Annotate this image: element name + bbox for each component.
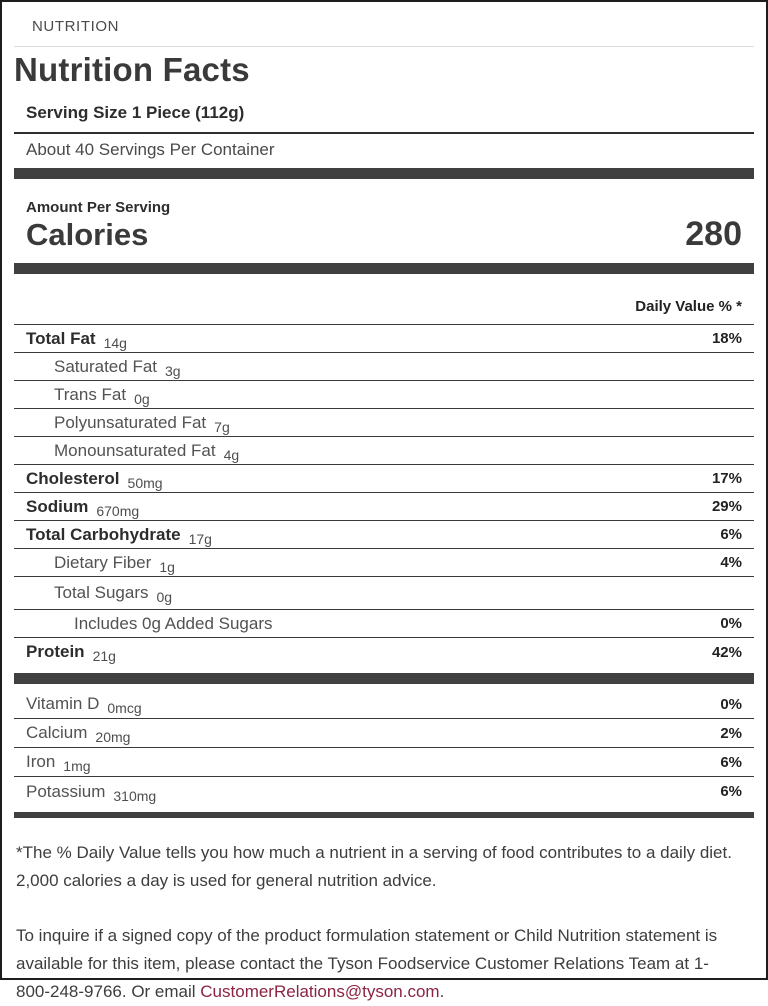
nutrient-amount: 3g [165,362,181,379]
contact-paragraph [16,922,740,1006]
nutrient-amount: 21g [92,648,116,664]
nutrient-row-trans-fat [14,381,754,409]
footer [14,818,754,1006]
serving-size: Serving Size 1 Piece (112g) [14,97,754,134]
nutrient-label: Trans Fat [54,384,127,404]
vitamin-dv: 0% [720,695,742,713]
nutrient-amount: 50mg [127,474,163,491]
nutrient-label: Total Sugars [54,583,149,602]
page-title: Nutrition Facts [14,51,250,88]
nutrient-label: Includes 0g Added Sugars [74,613,273,633]
thick-divider-bar [14,263,754,274]
customer-relations-email-link[interactable]: CustomerRelations@tyson.com [200,982,440,1001]
nutrient-row-sodium [14,493,754,521]
vitamin-amount: 0mcg [107,700,142,716]
servings-per-container: About 40 Servings Per Container [26,140,275,159]
vitamin-label: Iron [26,752,56,771]
nutrient-dv: 17% [711,470,742,487]
nutrient-amount: 7g [214,418,230,435]
nutrient-dv: 4% [720,554,742,571]
nutrient-amount: 670mg [96,502,140,519]
nutrient-amount: 14g [103,334,127,351]
nutrient-label: Protein [26,642,85,661]
section-divider [14,46,754,47]
vitamin-row-calcium [14,719,754,748]
vitamin-dv: 6% [720,753,742,771]
nutrient-row-cholesterol [14,465,754,493]
vitamin-amount: 310mg [113,787,157,804]
nutrient-label: Cholesterol [26,468,120,488]
vitamin-label: Calcium [26,723,88,742]
nutrient-row-monounsaturated-fat [14,437,754,465]
calories-row [14,217,754,253]
nutrient-row-dietary-fiber [14,549,754,577]
nutrient-dv: 29% [711,498,742,515]
nutrient-label: Sodium [26,496,89,516]
section-label: NUTRITION [32,18,120,35]
nutrient-dv: 6% [720,526,742,543]
nutrient-dv: 18% [711,330,742,347]
vitamins-section [14,684,754,806]
vitamin-row-iron [14,748,754,777]
nutrient-row-total-carbohydrate [14,521,754,549]
vitamin-label: Vitamin D [26,694,100,713]
vitamin-dv: 6% [720,783,742,800]
vitamin-amount: 20mg [95,729,131,745]
nutrient-label: Total Fat [26,328,96,348]
calories-label: Calories [26,217,149,252]
vitamin-amount: 1mg [63,758,91,774]
thick-divider-bar [14,673,754,684]
contact-text: To inquire if a signed copy of the product formulation statement or Child Nutrition statement is available for this item, please contact the Tyson Foodservice Customer Relations Team at 1-800-248-9766. Or email [16,926,718,1001]
nutrient-row-added-sugars [14,610,754,638]
nutrient-amount: 17g [188,530,212,547]
contact-suffix: . [439,982,445,1001]
amount-per-serving-label: Amount Per Serving [26,199,171,216]
nutrition-panel [2,2,766,1006]
thick-divider-bar [14,168,754,179]
nutrient-row-total-fat [14,325,754,353]
nutrient-label: Monounsaturated Fat [54,440,216,460]
nutrient-amount: 0g [134,390,150,407]
vitamin-label: Potassium [26,781,106,801]
nutrient-row-protein [14,638,754,666]
nutrient-row-total-sugars [14,577,754,610]
nutrient-label: Saturated Fat [54,356,158,376]
calories-value: 280 [685,215,742,254]
nutrient-row-saturated-fat [14,353,754,381]
vitamin-row-potassium [14,777,754,806]
nutrient-label: Polyunsaturated Fat [54,412,207,432]
vitamin-row-vitamin-d [14,690,754,719]
nutrient-amount: 0g [156,589,173,605]
nutrient-dv: 42% [711,643,742,661]
nutrient-label: Total Carbohydrate [26,524,181,544]
nutrient-dv: 0% [720,615,742,632]
nutrient-amount: 1g [159,558,175,575]
nutrient-amount: 4g [223,446,240,463]
vitamin-dv: 2% [720,724,742,742]
daily-value-footnote: *The % Daily Value tells you how much a nutrient in a serving of food contributes to a daily diet. 2,000 calories a day is used for general nutrition advice. [16,843,732,890]
nutrient-label: Dietary Fiber [54,552,152,572]
daily-value-header: Daily Value % * [14,274,754,325]
nutrient-row-polyunsaturated-fat [14,409,754,437]
